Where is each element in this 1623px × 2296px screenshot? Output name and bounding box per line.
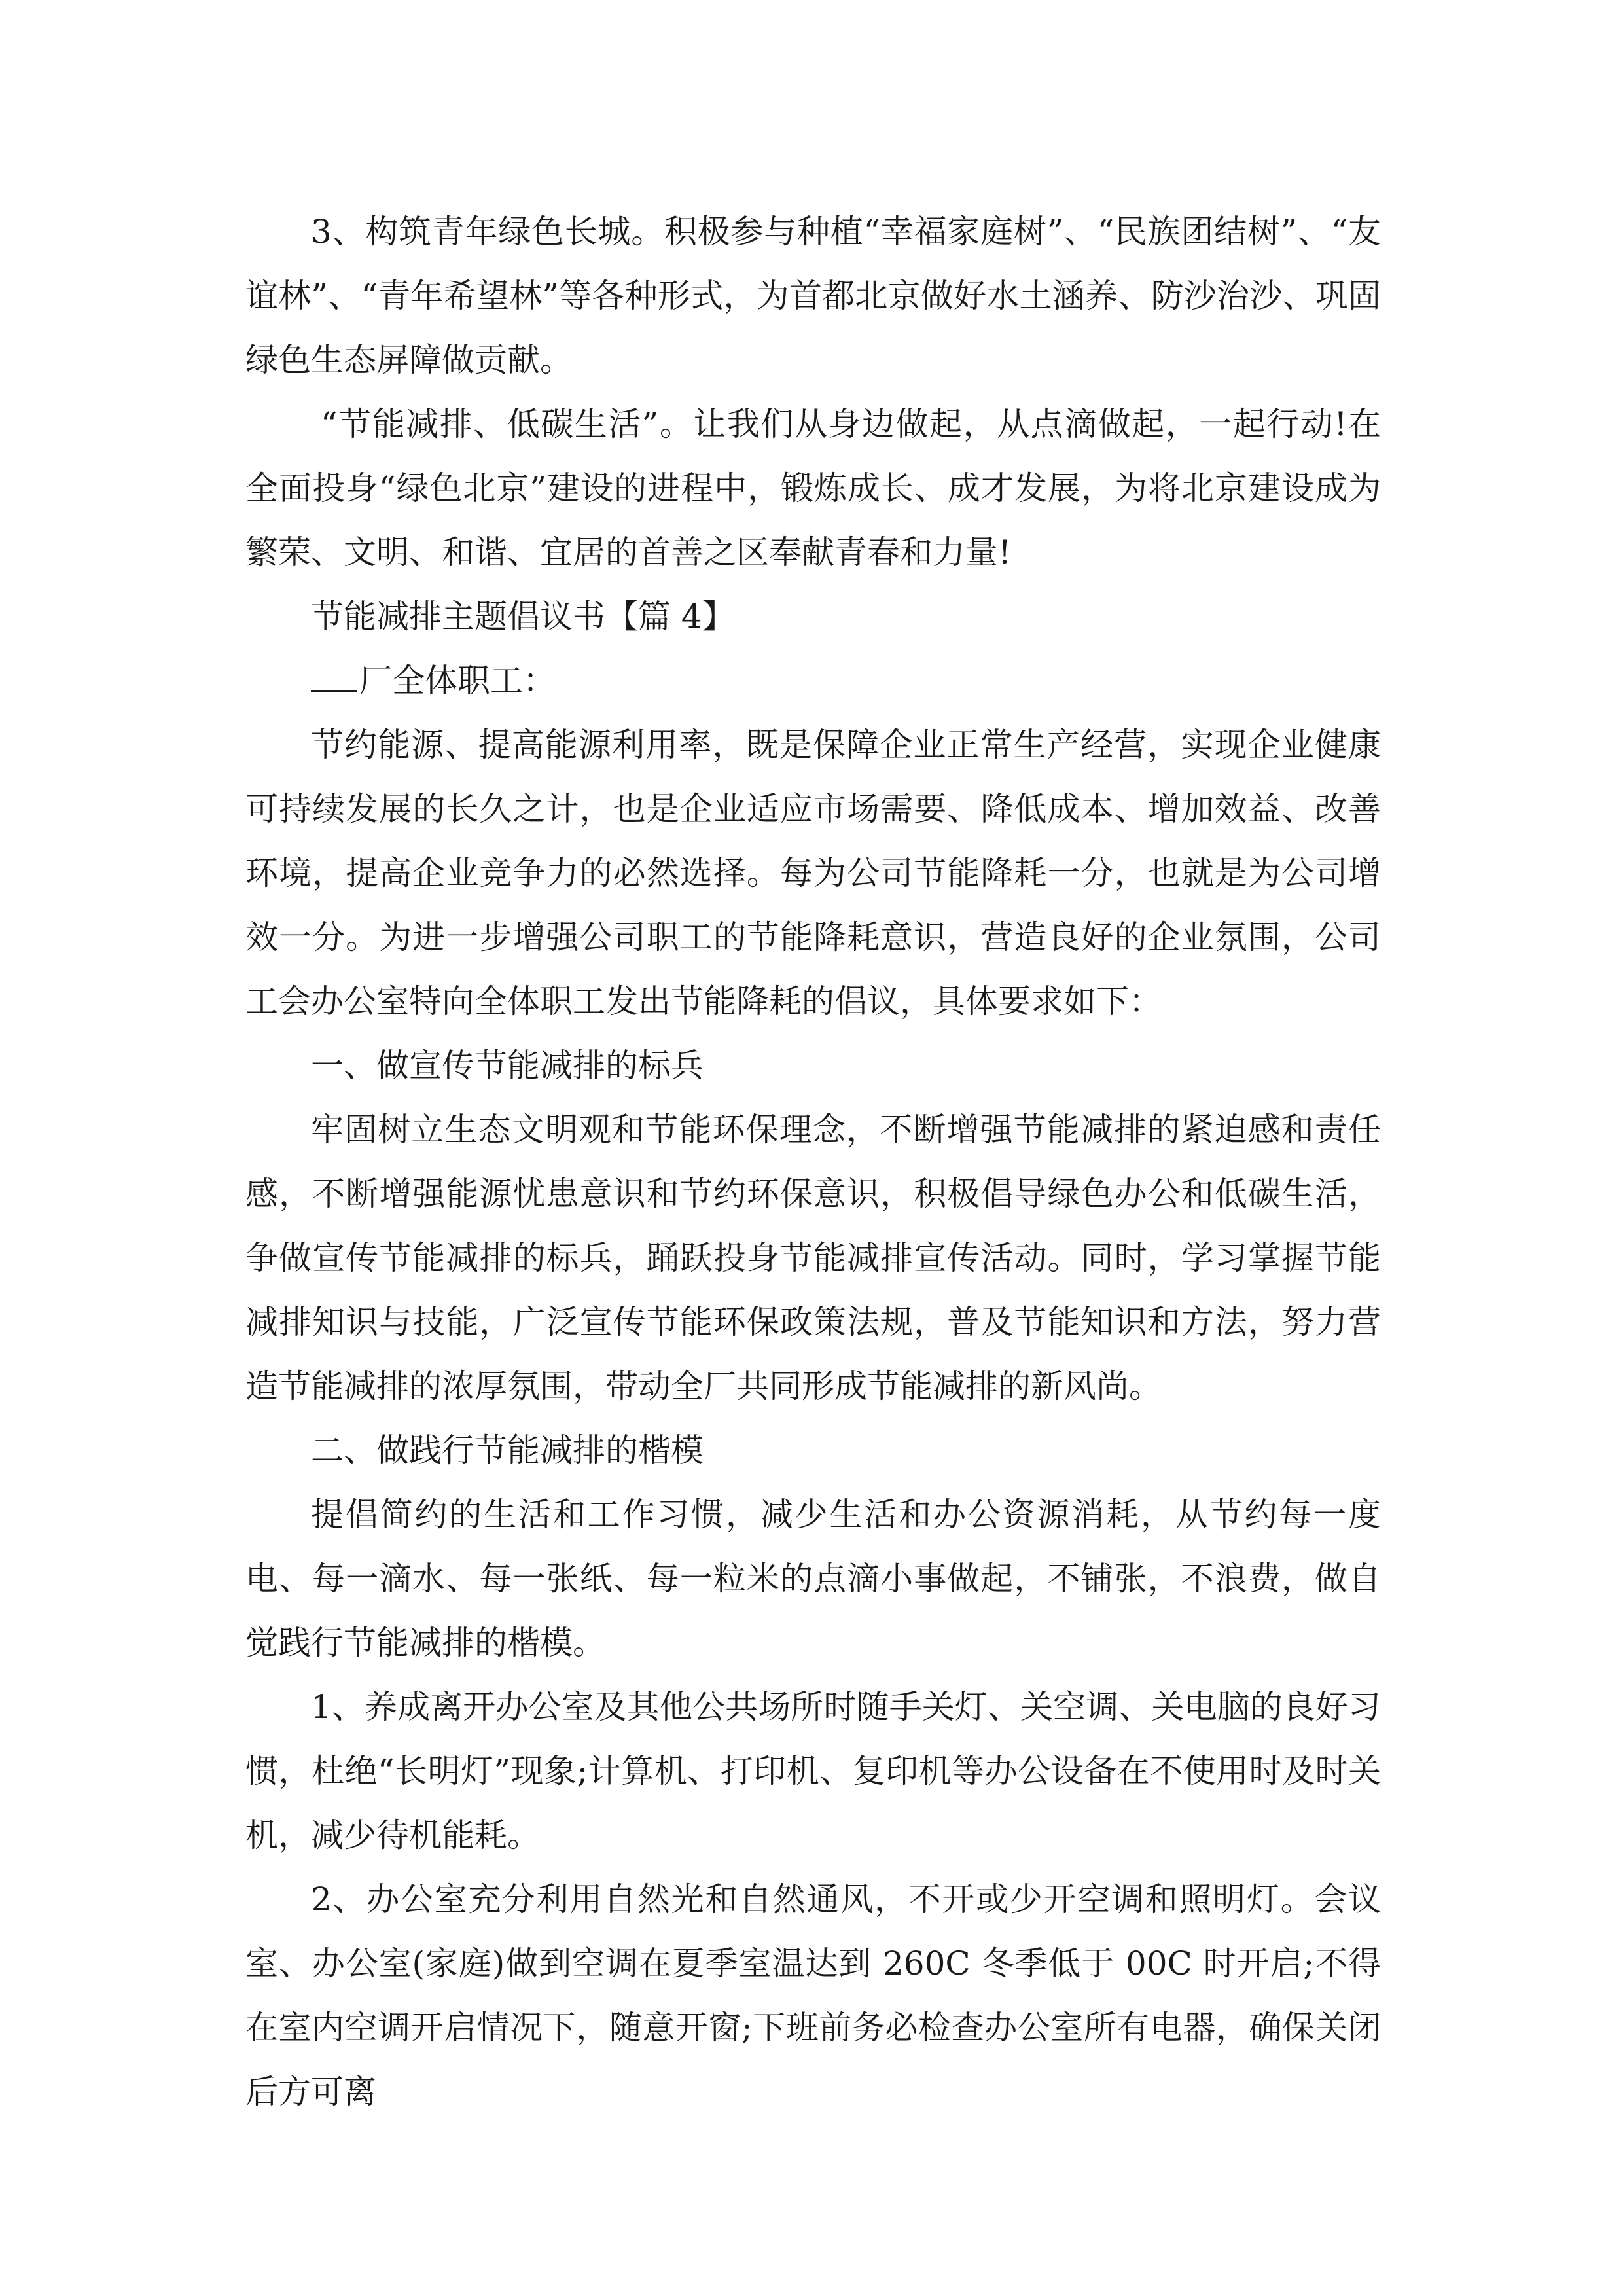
- paragraph-item-2: 2、办公室充分利用自然光和自然通风，不开或少开空调和照明灯。会议室、办公室(家庭)做到空调在夏季室温达到 260C 冬季低于 00C 时开启;不得在室内空调开启情况下，随意开窗;下班前务必检查办公室所有电器，确保关闭后方可离: [245, 1880, 1381, 2111]
- section-heading-part-4: 节能减排主题倡议书【篇 4】: [311, 598, 735, 636]
- paragraph-promotion-details: 牢固树立生态文明观和节能环保理念，不断增强节能减排的紧迫感和责任感，不断增强能源忧患意识和节约环保意识，积极倡导绿色办公和低碳生活，争做宣传节能减排的标兵，踊跃投身节能减排宣传活动。同时，学习掌握节能减排知识与技能，广泛宣传节能环保政策法规，普及节能知识和方法，努力营造节能减排的浓厚氛围，带动全厂共同形成节能减排的新风尚。: [245, 1111, 1381, 1405]
- subheading-practice-energy-saving: 二、做践行节能减排的楷模: [311, 1431, 704, 1469]
- paragraph-energy-saving-slogan: “节能减排、低碳生活”。让我们从身边做起，从点滴做起，一起行动!在全面投身“绿色北京”建设的进程中，锻炼成长、成才发展，为将北京建设成为繁荣、文明、和谐、宜居的首善之区奉献青春和力量!: [245, 405, 1381, 571]
- subheading-promote-energy-saving: 一、做宣传节能减排的标兵: [311, 1047, 704, 1085]
- paragraph-introduction: 节约能源、提高能源利用率，既是保障企业正常生产经营，实现企业健康可持续发展的长久之计，也是企业适应市场需要、降低成本、增加效益、改善环境，提高企业竞争力的必然选择。每为公司节能降耗一分，也就是为公司增效一分。为进一步增强公司职工的节能降耗意识，营造良好的企业氛围，公司工会办公室特向全体职工发出节能降耗的倡议，具体要求如下：: [245, 726, 1381, 1020]
- salutation-line: [245, 649, 1381, 713]
- fill-in-blank-line: [311, 662, 357, 692]
- paragraph-item-1: 1、养成离开办公室及其他公共场所时随手关灯、关空调、关电脑的良好习惯，杜绝“长明灯”现象;计算机、打印机、复印机等办公设备在不使用时及时关机，减少待机能耗。: [245, 1688, 1381, 1854]
- paragraph-green-wall: 3、构筑青年绿色长城。积极参与种植“幸福家庭树”、“民族团结树”、“友谊林”、“青年希望林”等各种形式，为首都北京做好水土涵养、防沙治沙、巩固绿色生态屏障做贡献。: [245, 213, 1381, 379]
- salutation-text: 厂全体职工：: [359, 662, 556, 700]
- paragraph-practice-details: 提倡简约的生活和工作习惯，减少生活和办公资源消耗，从节约每一度电、每一滴水、每一张纸、每一粒米的点滴小事做起，不铺张，不浪费，做自觉践行节能减排的楷模。: [245, 1496, 1381, 1662]
- document-body: [245, 200, 1381, 2124]
